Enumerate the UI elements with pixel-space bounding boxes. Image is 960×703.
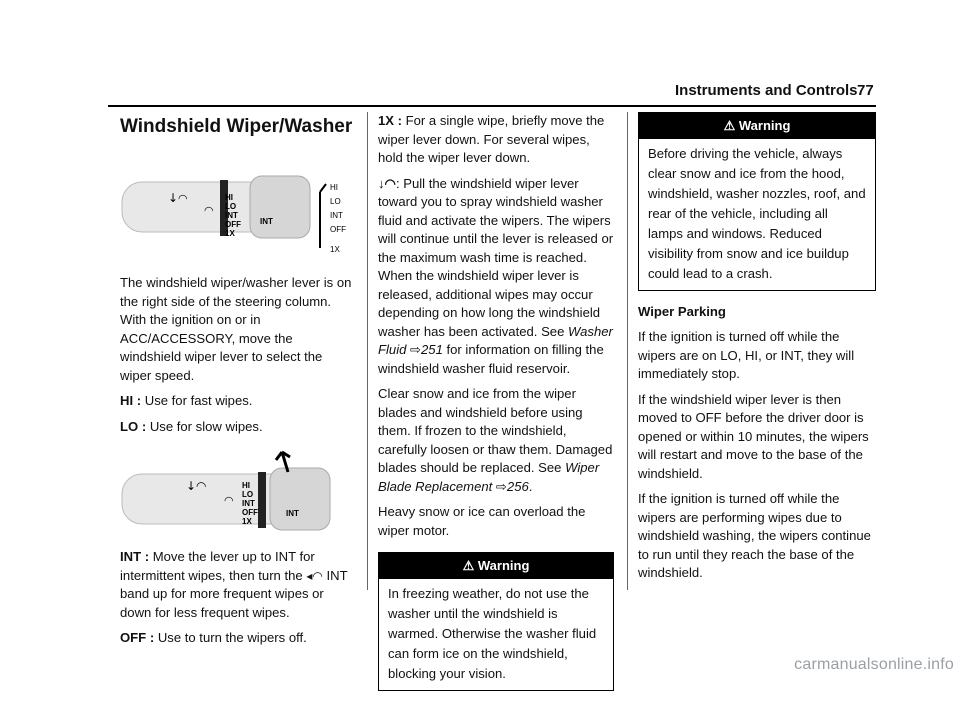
warning-text: Before driving the vehicle, always clear snow and ice from the hood, windshield, washer nozzles, roof, and rear of the vehicle, including all lamps and windows. Reduced visibility from snow and ice buildup could lead to a crash.: [648, 145, 866, 281]
warning-text: In freezing weather, do not use the washer until the windshield is warmed. Otherwise the washer fluid can form ice on the windshield, blocking your vision.: [388, 585, 597, 681]
washer-fluid-link[interactable]: Washer Fluid: [378, 323, 613, 357]
lo-item: [120, 418, 356, 437]
off-text: Use to turn the wipers off.: [157, 630, 307, 645]
page-ref-icon: ⇨: [495, 478, 507, 494]
see1-post: for information on filling the windshield washer fluid reservoir.: [378, 342, 604, 376]
lever2-label-1x: 1X: [242, 517, 252, 526]
hi-text: Use for fast wipes.: [144, 393, 253, 408]
svg-text:◠: ◠: [178, 192, 188, 205]
int-item: [120, 548, 356, 622]
wash-item: [378, 175, 614, 379]
wiper-parking-heading: Wiper Parking: [638, 303, 726, 319]
lever2-label-hi: HI: [242, 481, 250, 490]
intro-paragraph: The windshield wiper/washer lever is on the right side of the steering column. With the ignition on or in ACC/ACCESSORY, move the windshield wiper lever to select the wiper speed.: [120, 275, 352, 383]
running-header-title: Instruments and Controls: [675, 82, 858, 99]
band-label: INT: [260, 217, 273, 226]
warning-icon: ⚠: [723, 118, 736, 133]
hi-item: [120, 392, 356, 411]
see2-page[interactable]: 256: [506, 478, 529, 494]
column-divider-2: [627, 112, 628, 590]
onex-label: 1X :: [378, 113, 403, 128]
svg-text:◠: ◠: [224, 494, 234, 507]
off-label: OFF :: [120, 630, 155, 645]
arrow-label-off: OFF: [330, 225, 346, 234]
right-column: [638, 112, 876, 590]
parking-paragraph-1: If the ignition is turned off while the wipers are on LO, HI, or INT, they will immediately stop.: [638, 329, 855, 381]
parking-paragraph-2: If the windshield wiper lever is then moved to OFF before the driver door is opened or within 10 minutes, the wipers will restart and move to the base of the windshield.: [638, 391, 869, 481]
see2-pre: See: [538, 460, 562, 475]
int-label: INT :: [120, 549, 150, 564]
lever-label-off: OFF: [225, 220, 241, 229]
lever-label-1x: 1X: [225, 229, 235, 238]
washer-icon: ↓◠: [378, 175, 396, 191]
arrow-label-int: INT: [330, 211, 343, 220]
wiper-lever-illustration-1: [120, 152, 356, 262]
lever-label-hi: HI: [225, 193, 233, 202]
clear-item: Clear snow and ice from the wiper blades and windshield before using them. If frozen to the windshield, carefully loosen or thaw them. Damaged blades should be replaced. See Wiper Blade Replacement ⇨256.: [378, 386, 613, 494]
watermark: carmanualsonline.info: [794, 656, 954, 673]
rotate-band-icon: ◂◠: [306, 568, 323, 583]
warning-header: [639, 113, 875, 139]
off-item: [120, 629, 356, 648]
lever2-label-lo: LO: [242, 490, 254, 499]
middle-column: [378, 112, 614, 703]
parking-paragraph-3: If the ignition is turned off while the wipers are performing wipes due to windshield washing, the wipers continue to run until they reach the base of the windshield.: [638, 491, 871, 580]
column-divider-1: [367, 112, 368, 590]
section-title: Windshield Wiper/Washer: [120, 116, 353, 137]
int-text-b: INT band up for more frequent wipes or down for less frequent wipes.: [120, 567, 348, 620]
warning-box-freezing: [378, 552, 614, 691]
onex-text: For a single wipe, briefly move the wiper lever down. For several wipes, hold the wiper lever down.: [378, 113, 605, 165]
page-number: 77: [857, 82, 874, 99]
warning-header: [379, 553, 613, 579]
wiper-blade-link[interactable]: Wiper Blade Replacement: [378, 460, 600, 494]
hi-label: HI :: [120, 393, 142, 408]
arrow-label-hi: HI: [330, 183, 338, 192]
arrow-label-1x: 1X: [330, 245, 340, 254]
lo-label: LO :: [120, 418, 147, 434]
left-column: [120, 112, 356, 655]
header-rule: [108, 105, 876, 107]
arrow-label-lo: LO: [330, 197, 341, 206]
onex-item: [378, 112, 614, 168]
warning-title: Warning: [477, 558, 530, 573]
see1-pre: See: [541, 323, 565, 339]
svg-text:↓◠: ↓◠: [186, 479, 207, 493]
warning-title: Warning: [738, 118, 791, 133]
band2-label: INT: [286, 509, 299, 518]
wash-text: : Pull the windshield wiper lever toward you to spray windshield washer fluid and activate the wipers. The wipers will continue until the lever is released or the maximum wash time is reached. When the windshield wiper lever is released, additional wipes may occur depending on how long the windshield washer has been activated.: [378, 175, 614, 339]
see1-page[interactable]: 251: [421, 342, 443, 357]
lever2-label-off: OFF: [242, 508, 258, 517]
svg-text:↓: ↓: [168, 191, 179, 205]
heavy-snow-paragraph: Heavy snow or ice can overload the wiper motor.: [378, 504, 586, 538]
lever-label-int: INT: [225, 211, 238, 220]
svg-text:◠: ◠: [204, 204, 214, 217]
int-text-a: Move the lever up to INT for intermittent wipes, then turn the: [120, 549, 315, 583]
lever-label-lo: LO: [225, 202, 237, 211]
lever2-label-int: INT: [242, 499, 255, 508]
warning-icon: ⚠: [462, 558, 475, 573]
warning-box-visibility: [638, 112, 876, 291]
page-ref-icon: ⇨: [410, 342, 422, 357]
wiper-lever-illustration-2: [120, 446, 356, 538]
clear-text: Clear snow and ice from the wiper blades and windshield before using them. If frozen to the windshield, carefully loosen or thaw them. Damaged blades should be replaced.: [378, 386, 613, 475]
lo-text: Use for slow wipes.: [149, 418, 263, 434]
